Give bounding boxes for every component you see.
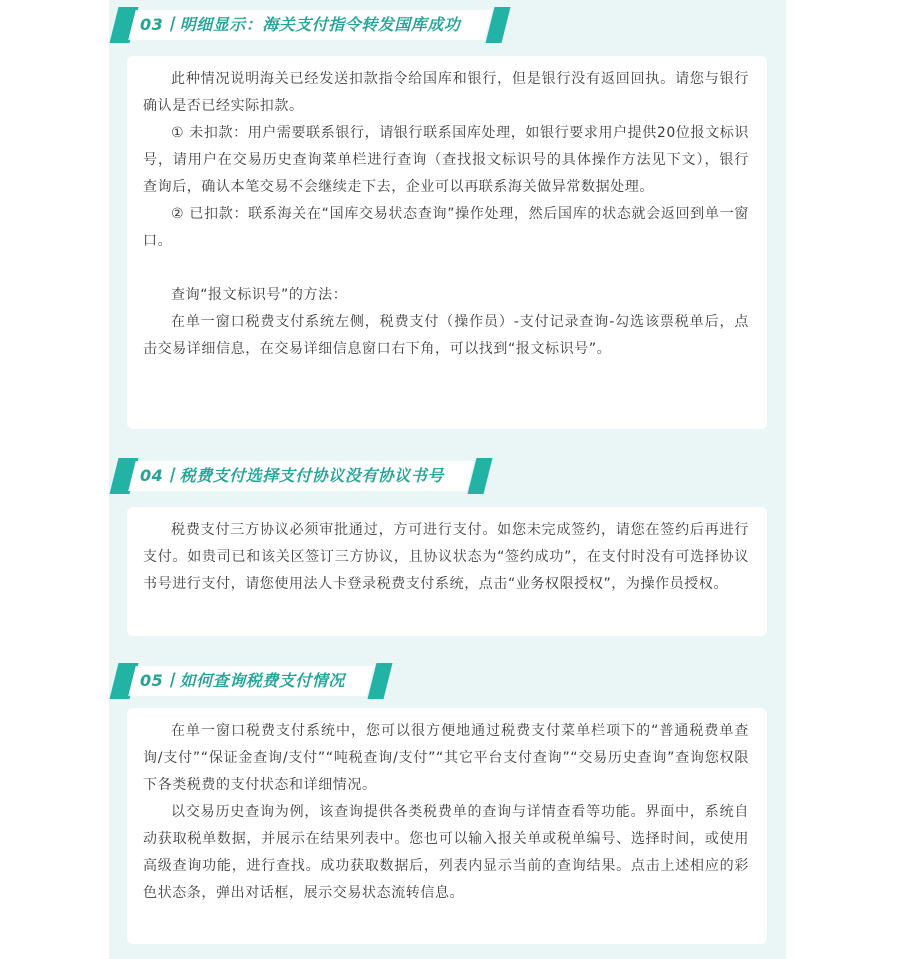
section-header-04: [110, 458, 500, 494]
section-title: 03丨明细显示：海关支付指令转发国库成功: [140, 15, 461, 34]
section-card-04: [127, 507, 767, 636]
section-title: 04丨税费支付选择支付协议没有协议书号: [140, 466, 444, 485]
paragraph: 在单一窗口税费支付系统中，您可以很方便地通过税费支付菜单栏项下的“普通税费单查询/支付”“保证金查询/支付”“吨税查询/支付”“其它平台支付查询”“交易历史查询”查询您权限下各类税费的支付状态和详细情况。: [143, 723, 749, 793]
section-header-05: [110, 663, 400, 699]
section-card-05: [127, 708, 767, 944]
paragraph: 查询“报文标识号”的方法：: [171, 287, 348, 303]
paragraph: ② 已扣款：联系海关在“国库交易状态查询”操作处理，然后国库的状态就会返回到单一窗口。: [143, 206, 749, 249]
section-card-03: [127, 56, 767, 429]
paragraph: 以交易历史查询为例，该查询提供各类税费单的查询与详情查看等功能。界面中，系统自动获取税单数据，并展示在结果列表中。您也可以输入报关单或税单编号、选择时间，或使用高级查询功能，进行查找。成功获取数据后，列表内显示当前的查询结果。点击上述相应的彩色状态条，弹出对话框，展示交易状态流转信息。: [143, 804, 749, 901]
section-title: 05丨如何查询税费支付情况: [140, 671, 345, 690]
paragraph: 税费支付三方协议必须审批通过，方可进行支付。如您未完成签约，请您在签约后再进行支付。如贵司已和该关区签订三方协议，且协议状态为“签约成功”，在支付时没有可选择协议书号进行支付，请您使用法人卡登录税费支付系统，点击“业务权限授权”，为操作员授权。: [143, 522, 749, 592]
section-header-03: [110, 7, 510, 43]
paragraph: 在单一窗口税费支付系统左侧，税费支付（操作员）-支付记录查询-勾选该票税单后，点击交易详细信息，在交易详细信息窗口右下角，可以找到“报文标识号”。: [143, 314, 749, 357]
paragraph: 此种情况说明海关已经发送扣款指令给国库和银行，但是银行没有返回回执。请您与银行确认是否已经实际扣款。: [143, 71, 749, 114]
paragraph: ① 未扣款：用户需要联系银行，请银行联系国库处理，如银行要求用户提供20位报文标识号，请用户在交易历史查询菜单栏进行查询（查找报文标识号的具体操作方法见下文），银行查询后，确认本笔交易不会继续走下去，企业可以再联系海关做异常数据处理。: [143, 125, 749, 195]
spacer: [143, 255, 749, 282]
